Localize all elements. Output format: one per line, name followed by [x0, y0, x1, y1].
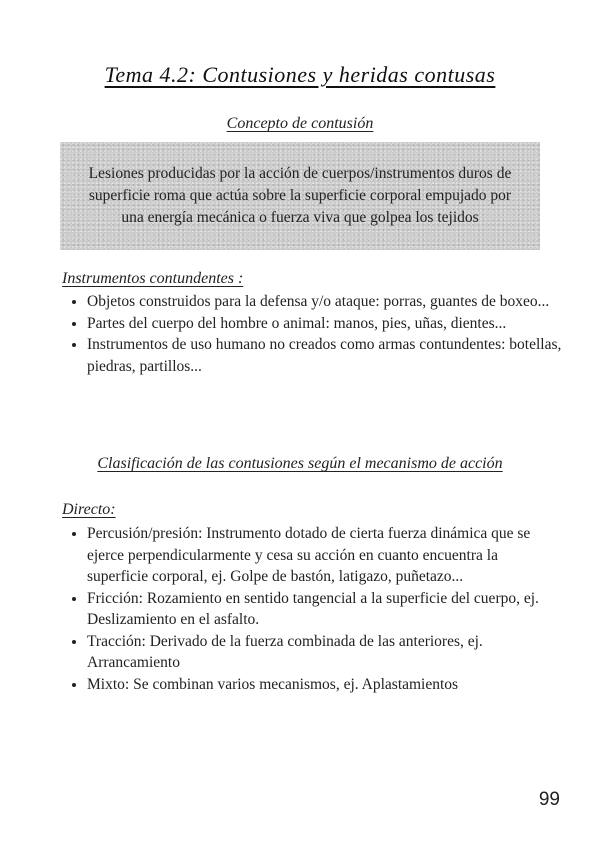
list-item: • Mixto: Se combinan varios mecanismos, ej. Aplastamientos [87, 674, 562, 696]
page-number: 99 [538, 789, 560, 810]
classification-heading: Clasificación de las contusiones según el mecanismo de acción [97, 455, 503, 472]
list-item: • Percusión/presión: Instrumento dotado de cierta fuerza dinámica que se ejerce perpendicularmente y cesa su acción en cuanto encuentra la superficie corporal, ej. Golpe de bastón, latigazo, puñetazo... [87, 523, 562, 588]
list-item: • Tracción: Derivado de la fuerza combinada de las anteriores, ej. Arrancamiento [87, 631, 562, 674]
direct-mechanisms-list [62, 523, 562, 695]
concept-definition-text: Lesiones producidas por la acción de cuerpos/instrumentos duros de superficie roma que actúa sobre la superficie corporal empujado por una energía mecánica o fuerza viva que golpea los tejidos [88, 165, 512, 226]
instruments-list [62, 291, 562, 377]
instruments-label: Instrumentos contundentes : [62, 270, 244, 287]
list-item: • Instrumentos de uso humano no creados como armas contundentes: botellas, piedras, partillos... [87, 334, 562, 377]
list-item: • Objetos construidos para la defensa y/o ataque: porras, guantes de boxeo... [87, 291, 562, 313]
concept-definition-box [60, 142, 540, 250]
list-item: • Fricción: Rozamiento en sentido tangencial a la superficie del cuerpo, ej. Deslizamiento en el asfalto. [87, 588, 562, 631]
list-item: • Partes del cuerpo del hombre o animal: manos, pies, uñas, dientes... [87, 313, 562, 335]
concept-heading: Concepto de contusión [226, 115, 374, 132]
direct-label: Directo: [62, 501, 116, 518]
page-title: Tema 4.2: Contusiones y heridas contusas [104, 62, 496, 87]
